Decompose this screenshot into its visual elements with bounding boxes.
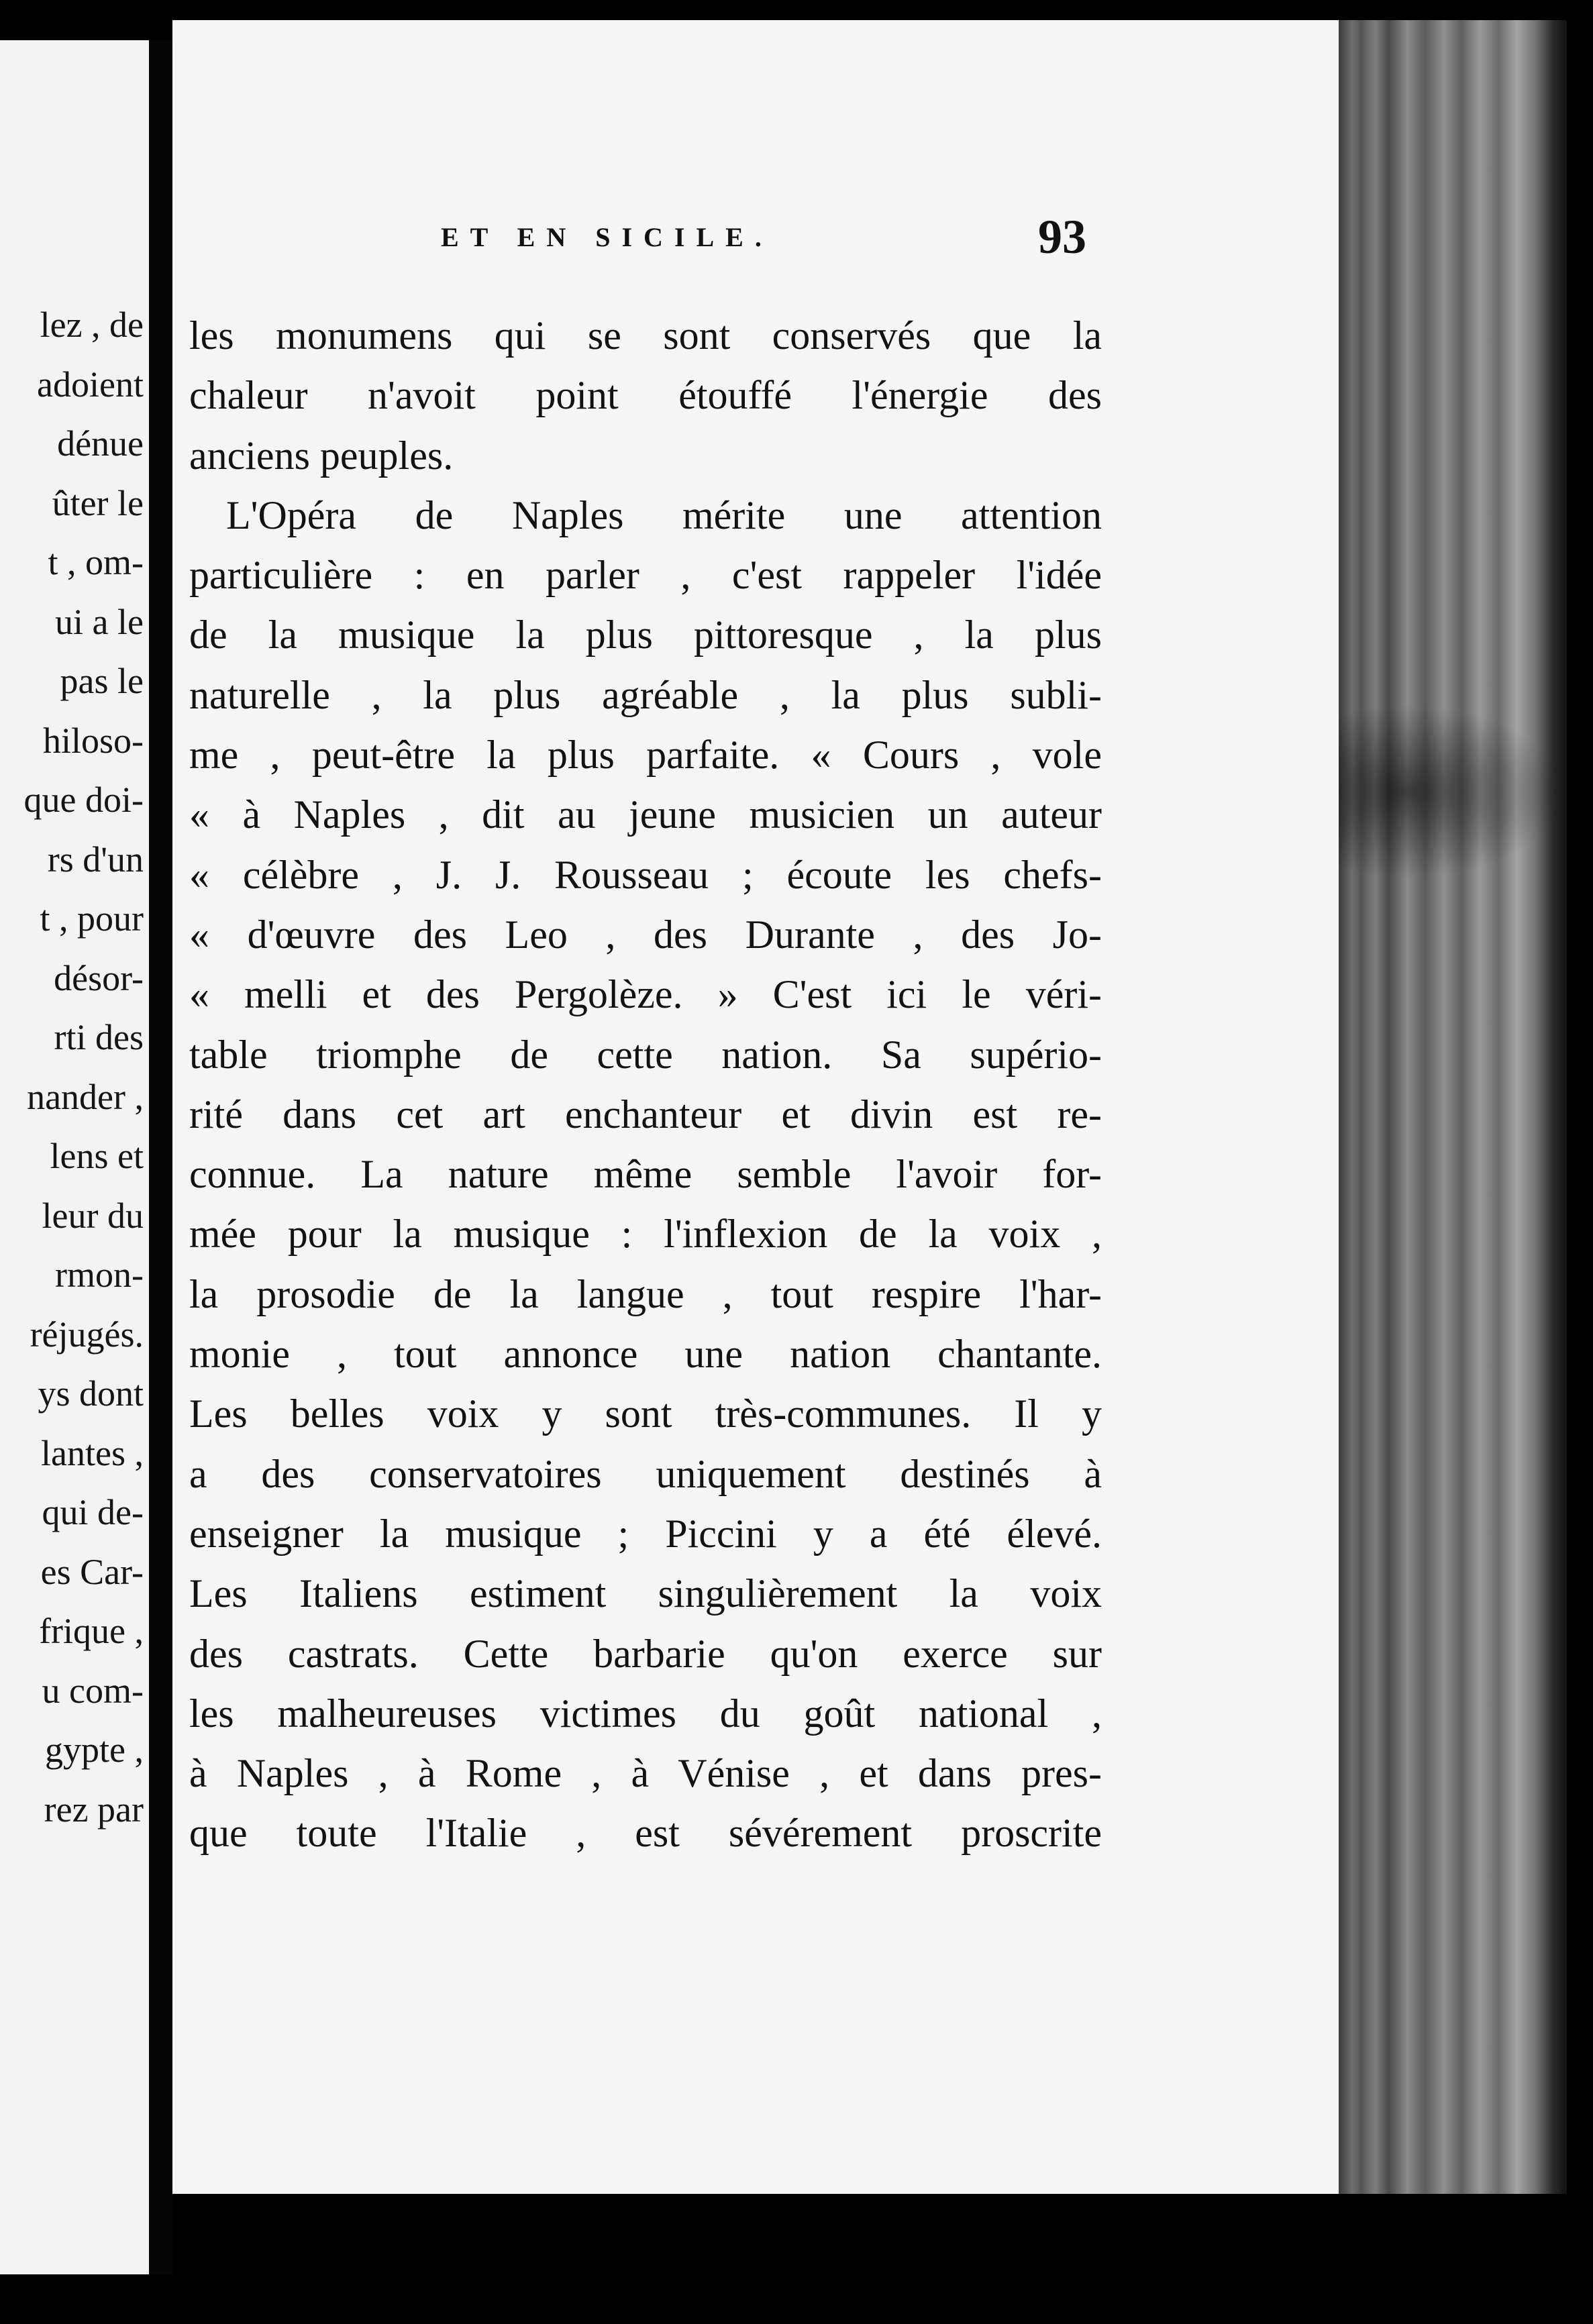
page-number: 93 <box>1038 210 1086 264</box>
facing-page-text <box>24 295 144 1839</box>
body-text <box>189 306 1102 1864</box>
facing-page-line: lez , de <box>40 305 144 345</box>
text-line: table triomphe de cette nation. Sa supério- <box>189 1032 1102 1077</box>
facing-page-line: es Car- <box>40 1551 144 1592</box>
facing-page-line: t , pour <box>40 898 144 939</box>
facing-page-line: hiloso- <box>42 720 144 761</box>
text-line: les monumens qui se sont conservés que la <box>189 313 1102 358</box>
facing-page-line: rez par <box>44 1789 144 1830</box>
scan-border <box>172 2194 1568 2324</box>
text-line: mée pour la musique : l'inflexion de la voix , <box>189 1212 1102 1257</box>
facing-page-line: désor- <box>54 957 144 998</box>
facing-page-line: lens et <box>50 1136 144 1176</box>
facing-page-line: qui de- <box>42 1492 144 1532</box>
page-edges <box>1339 20 1567 2201</box>
facing-page-line: lantes , <box>41 1432 144 1473</box>
facing-page-line: dénue <box>57 423 144 464</box>
facing-page-line: gypte , <box>45 1730 144 1770</box>
text-line: à Naples , à Rome , à Vénise , et dans pres- <box>189 1751 1102 1796</box>
text-line: des castrats. Cette barbarie qu'on exerce sur <box>189 1631 1102 1676</box>
facing-page-line: ûter le <box>52 482 144 523</box>
facing-page-line: adoient <box>37 364 144 405</box>
book-gutter <box>149 40 172 2274</box>
facing-page-line: frique , <box>39 1611 144 1651</box>
text-line: L'Opéra de Naples mérite une attention <box>226 492 1102 537</box>
text-line: « célèbre , J. J. Rousseau ; écoute les chefs- <box>189 852 1102 897</box>
facing-page-line: leur du <box>42 1195 144 1236</box>
facing-page-line: que doi- <box>23 780 144 820</box>
text-line: anciens peuples. <box>189 433 454 478</box>
text-line: de la musique la plus pittoresque , la plus <box>189 613 1102 657</box>
facing-page-line: rmon- <box>55 1255 144 1295</box>
facing-page-line: ys dont <box>38 1373 144 1414</box>
text-line: Les belles voix y sont très-communes. Il y <box>189 1391 1102 1436</box>
text-line: chaleur n'avoit point étouffé l'énergie des <box>189 373 1102 418</box>
text-line: que toute l'Italie , est sévérement proscrite <box>189 1811 1102 1856</box>
facing-page-line: nander , <box>27 1076 144 1117</box>
text-line: la prosodie de la langue , tout respire l'har- <box>189 1271 1102 1316</box>
facing-page-line: pas le <box>60 661 144 701</box>
running-head: ET EN SICILE. <box>441 222 773 252</box>
book-page <box>172 20 1343 2194</box>
text-line: « melli et des Pergolèze. » C'est ici le véri- <box>189 972 1102 1017</box>
text-line: Les Italiens estiment singulièrement la voix <box>189 1571 1102 1616</box>
text-line: monie , tout annonce une nation chantante. <box>189 1332 1102 1377</box>
facing-page <box>0 40 149 2274</box>
text-line: les malheureuses victimes du goût national , <box>189 1691 1102 1736</box>
text-line: me , peut-être la plus parfaite. « Cours , vole <box>189 733 1102 778</box>
edge-smudge <box>1339 704 1567 879</box>
facing-page-line: t , om- <box>48 542 144 582</box>
facing-page-line: réjugés. <box>30 1314 144 1355</box>
text-line: « d'œuvre des Leo , des Durante , des Jo- <box>189 912 1102 957</box>
facing-page-line: ui a le <box>55 601 144 642</box>
text-line: enseigner la musique ; Piccini y a été élevé. <box>189 1511 1102 1556</box>
text-line: connue. La nature même semble l'avoir for- <box>189 1152 1102 1197</box>
text-line: a des conservatoires uniquement destinés à <box>189 1451 1102 1496</box>
text-line: naturelle , la plus agréable , la plus subli- <box>189 672 1102 717</box>
text-line: particulière : en parler , c'est rappeler l'idée <box>189 553 1102 598</box>
text-line: rité dans cet art enchanteur et divin est re- <box>189 1092 1102 1137</box>
facing-page-line: rti des <box>54 1017 144 1057</box>
facing-page-line: u com- <box>42 1670 144 1711</box>
facing-page-line: rs d'un <box>47 839 144 880</box>
text-line: « à Naples , dit au jeune musicien un auteur <box>189 792 1102 837</box>
